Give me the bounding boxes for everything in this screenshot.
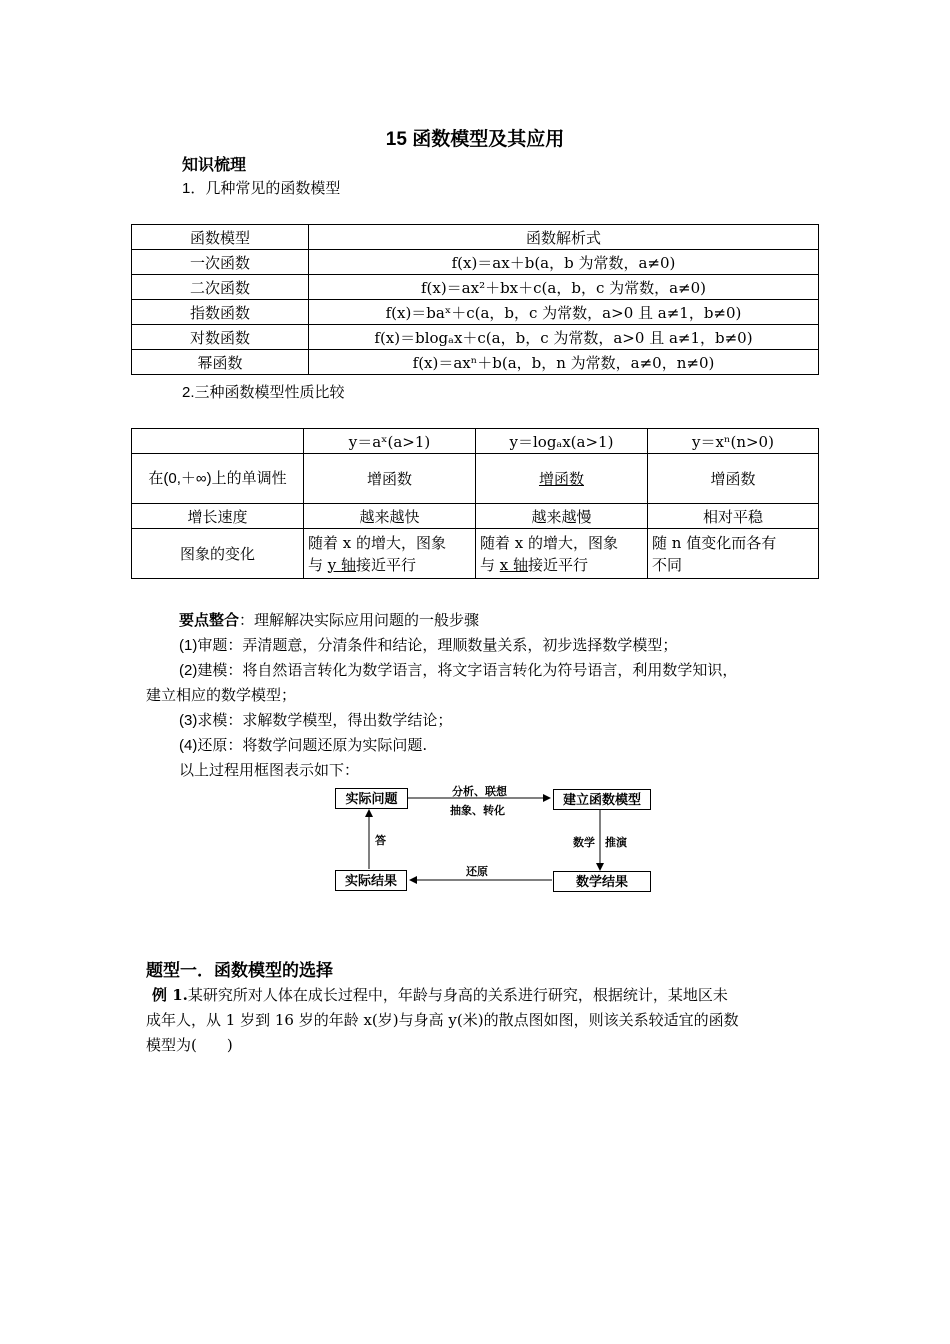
arrow-label: 还原 (466, 866, 488, 878)
cell-text: 接近平行 (528, 555, 589, 574)
box-math-result: 数学结果 (553, 871, 651, 892)
function-model-table (131, 224, 819, 375)
table-row (132, 300, 819, 325)
underlined-term: x 轴 (499, 555, 529, 574)
step-label: (2)建模 (179, 662, 228, 679)
cell-line: 随着 x 的增大，图象 (308, 533, 446, 552)
step-restore (179, 733, 427, 758)
step-review (179, 633, 677, 658)
header-cell: y＝xⁿ(n>0) (648, 429, 819, 454)
step-text: ：将数学问题还原为实际问题. (227, 736, 428, 754)
row-label-cell: 在(0,＋∞)上的单调性 (132, 454, 304, 504)
table-row (132, 275, 819, 300)
cell-line (308, 554, 471, 576)
key-points-intro (179, 608, 479, 633)
table-cell (304, 529, 476, 579)
arrow-label: 数学 (573, 837, 595, 849)
example-text: 某研究所对人体在成长过程中，年龄与身高的关系进行研究，根据统计，某地区未 (187, 986, 728, 1004)
row-label-cell: 图象的变化 (132, 529, 304, 579)
header-cell: 函数解析式 (309, 225, 819, 250)
table-row (132, 529, 819, 579)
table-cell: 增函数 (304, 454, 476, 504)
step-modeling-cont: 建立相应的数学模型； (146, 686, 297, 704)
table-cell: 相对平稳 (648, 504, 819, 529)
arrow-label: 推演 (605, 837, 627, 849)
comparison-table (131, 428, 819, 579)
table-row (132, 250, 819, 275)
header-cell: y＝aˣ(a>1) (304, 429, 476, 454)
formula-cell: f(x)＝axⁿ＋b(a，b，n 为常数，a≠0，n≠0) (309, 350, 819, 375)
table-cell (476, 529, 648, 579)
table-header-row (132, 225, 819, 250)
key-points-text: ：理解解决实际应用问题的一般步骤 (239, 612, 480, 629)
header-cell-empty (132, 429, 304, 454)
step-label: (3)求模 (179, 712, 228, 729)
model-name-cell: 指数函数 (132, 300, 309, 325)
table-cell: 越来越慢 (476, 504, 648, 529)
arrow-label: 答 (375, 835, 386, 847)
step-text: ：弄清题意，分清条件和结论，理顺数量关系，初步选择数学模型； (227, 636, 678, 654)
box-actual-problem: 实际问题 (335, 788, 408, 809)
type-heading: 题型一．函数模型的选择 (146, 961, 333, 980)
step-text: ：将自然语言转化为数学语言，将文字语言转化为符号语言，利用数学知识， (227, 661, 738, 679)
table-cell: 增函数 (648, 454, 819, 504)
row-label-cell: 增长速度 (132, 504, 304, 529)
example-label: 例 1. (152, 986, 188, 1004)
table-header-row (132, 429, 819, 454)
header-cell: y＝logₐx(a>1) (476, 429, 648, 454)
table-row (132, 325, 819, 350)
table-row (132, 350, 819, 375)
step-modeling (179, 658, 737, 683)
page-title: 15 函数模型及其应用 (385, 129, 565, 150)
arrow-label: 分析、联想 (452, 786, 507, 798)
example-line (152, 983, 728, 1007)
step-solve (179, 708, 452, 733)
model-name-cell: 二次函数 (132, 275, 309, 300)
underlined-term: y 轴 (327, 555, 357, 574)
example-line: 模型为( ) (146, 1036, 233, 1054)
box-build-model: 建立函数模型 (553, 789, 651, 810)
subheading-comparison: 2.三种函数模型性质比较 (182, 384, 345, 401)
cell-text: 与 (308, 555, 328, 574)
step-label: (1)审题 (179, 637, 228, 654)
arrow-label: 抽象、转化 (450, 805, 505, 817)
formula-cell: f(x)＝baˣ＋c(a，b，c 为常数，a>0 且 a≠1，b≠0) (309, 300, 819, 325)
table-cell: 越来越快 (304, 504, 476, 529)
box-actual-result: 实际结果 (335, 870, 407, 891)
cell-line (480, 554, 643, 576)
formula-cell: f(x)＝blogₐx＋c(a，b，c 为常数，a>0 且 a≠1，b≠0) (309, 325, 819, 350)
step-label: (4)还原 (179, 737, 228, 754)
example-line: 成年人，从 1 岁到 16 岁的年龄 x(岁)与身高 y(米)的散点图如图，则该关系较适宜的函数 (146, 1011, 739, 1029)
table-row (132, 454, 819, 504)
header-cell: 函数模型 (132, 225, 309, 250)
cell-text: 接近平行 (356, 555, 417, 574)
step-text: ：求解数学模型，得出数学结论； (227, 711, 453, 729)
model-name-cell: 一次函数 (132, 250, 309, 275)
table-cell (648, 529, 819, 579)
model-name-cell: 对数函数 (132, 325, 309, 350)
cell-line: 随着 x 的增大，图象 (480, 533, 618, 552)
flow-intro: 以上过程用框图表示如下： (179, 761, 360, 779)
cell-text: 与 (480, 555, 500, 574)
model-name-cell: 幂函数 (132, 350, 309, 375)
formula-cell: f(x)＝ax²＋bx＋c(a，b，c 为常数，a≠0) (309, 275, 819, 300)
key-points-label: 要点整合 (179, 612, 240, 629)
table-row (132, 504, 819, 529)
formula-cell: f(x)＝ax＋b(a，b 为常数，a≠0) (309, 250, 819, 275)
cell-line: 随 n 值变化而各有 (652, 533, 777, 552)
cell-line: 不同 (652, 555, 683, 574)
section-knowledge: 知识梳理 (182, 157, 247, 174)
table-cell: 增函数 (476, 454, 648, 504)
subheading-function-models: 1．几种常见的函数模型 (182, 180, 341, 197)
